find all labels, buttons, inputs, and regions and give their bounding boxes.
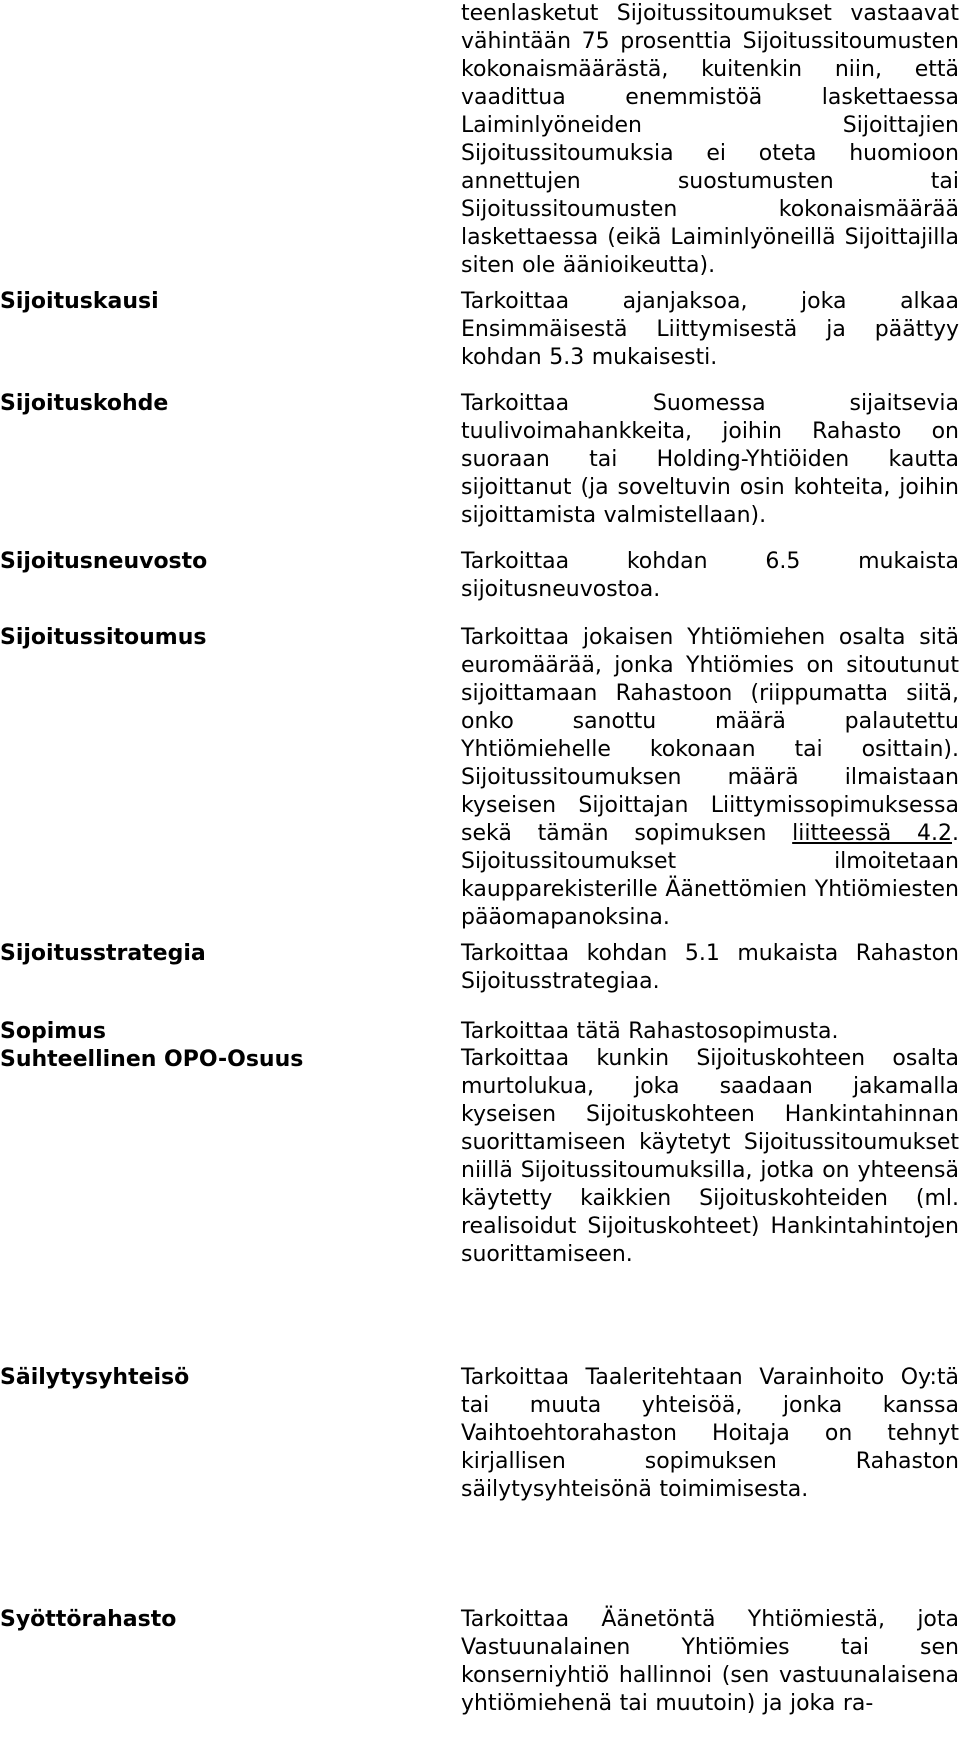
definition-text-after-link: . Sijoitussitoumukset ilmoitetaan kaupparekisterille Äänettömien Yhtiömiesten pääomapanoksina. [461, 821, 959, 930]
definition-syottorahasto: Tarkoittaa Äänetöntä Yhtiömiestä, jota Vastuunalainen Yhtiömies tai sen konserniyhtiö hallinnoi (sen vastuunalaisena yhtiömiehenä tai muutoin) ja joka ra- [461, 1607, 959, 1716]
term-sijoituskausi: Sijoituskausi [0, 289, 159, 314]
definition-sailytysyhteiso: Tarkoittaa Taaleritehtaan Varainhoito Oy:tä tai muuta yhteisöä, jonka kanssa Vaihtoehtorahaston Hoitaja on tehnyt kirjallisen sopimuksen Rahaston säilytysyhteisönä toimimisesta. [461, 1365, 959, 1502]
definition-continuation: teenlasketut Sijoitussitoumukset vastaavat vähintään 75 prosenttia Sijoitussitoumusten kokonaismäärästä, kuitenkin niin, että vaadittua enemmistöä laskettaessa Laiminlyöneiden Sijoittajien Sijoitussitoumuksia ei oteta huomioon annettujen suostumusten tai Sijoitussitoumusten kokonaismäärää laskettaessa (eikä Laiminlyöneillä Sijoittajilla siten ole äänioikeutta). [461, 1, 959, 278]
definition-sijoitussitoumus [461, 624, 959, 932]
definition-text-before-link: Tarkoittaa jokaisen Yhtiömiehen osalta sitä euromäärää, jonka Yhtiömies on sitoutunut sijoittamaan Rahastoon (riippumatta siitä, onko sanottu määrä palautettu Yhtiömiehelle kokonaan tai osittain). Sijoitussitoumuksen määrä ilmaistaan kyseisen Sijoittajan Liittymissopimuksessa sekä tämän sopimuksen [461, 625, 959, 846]
term-sailytysyhteiso: Säilytysyhteisö [0, 1365, 190, 1390]
term-sopimus-suhteellinen-opo-osuus: Sopimus Suhteellinen OPO-Osuus [0, 1019, 304, 1072]
term-sijoitusneuvosto: Sijoitusneuvosto [0, 549, 208, 574]
definition-sijoitusneuvosto: Tarkoittaa kohdan 6.5 mukaista sijoitusneuvostoa. [461, 549, 959, 602]
appendix-link[interactable]: liitteessä 4.2 [792, 821, 952, 846]
definition-sopimus: Tarkoittaa tätä Rahastosopimusta. [461, 1019, 839, 1044]
definition-sijoitusstrategia: Tarkoittaa kohdan 5.1 mukaista Rahaston Sijoitusstrategiaa. [461, 941, 959, 994]
definition-suhteellinen-opo-osuus: Tarkoittaa kunkin Sijoituskohteen osalta murtolukua, joka saadaan jakamalla kyseisen Sijoituskohteen Hankintahinnan suorittamiseen käytetyt Sijoitussitoumukset niillä Sijoitussitoumuksilla, jotka on yhteensä käytetty kaikkien Sijoituskohteiden (ml. realisoidut Sijoituskohteet) Hankintahintojen suorittamiseen. [461, 1046, 959, 1267]
definition-sijoituskausi: Tarkoittaa ajanjaksoa, joka alkaa Ensimmäisestä Liittymisestä ja päättyy kohdan 5.3 mukaisesti. [461, 289, 959, 370]
definition-sijoituskohde: Tarkoittaa Suomessa sijaitsevia tuulivoimahankkeita, joihin Rahasto on suoraan tai Holding-Yhtiöiden kautta sijoittanut (ja soveltuvin osin kohteita, joihin sijoittamista valmistellaan). [461, 391, 959, 528]
term-syottorahasto: Syöttörahasto [0, 1607, 177, 1632]
term-sijoitussitoumus: Sijoitussitoumus [0, 625, 207, 650]
term-sijoitusstrategia: Sijoitusstrategia [0, 941, 206, 966]
term-sijoituskohde: Sijoituskohde [0, 391, 169, 416]
